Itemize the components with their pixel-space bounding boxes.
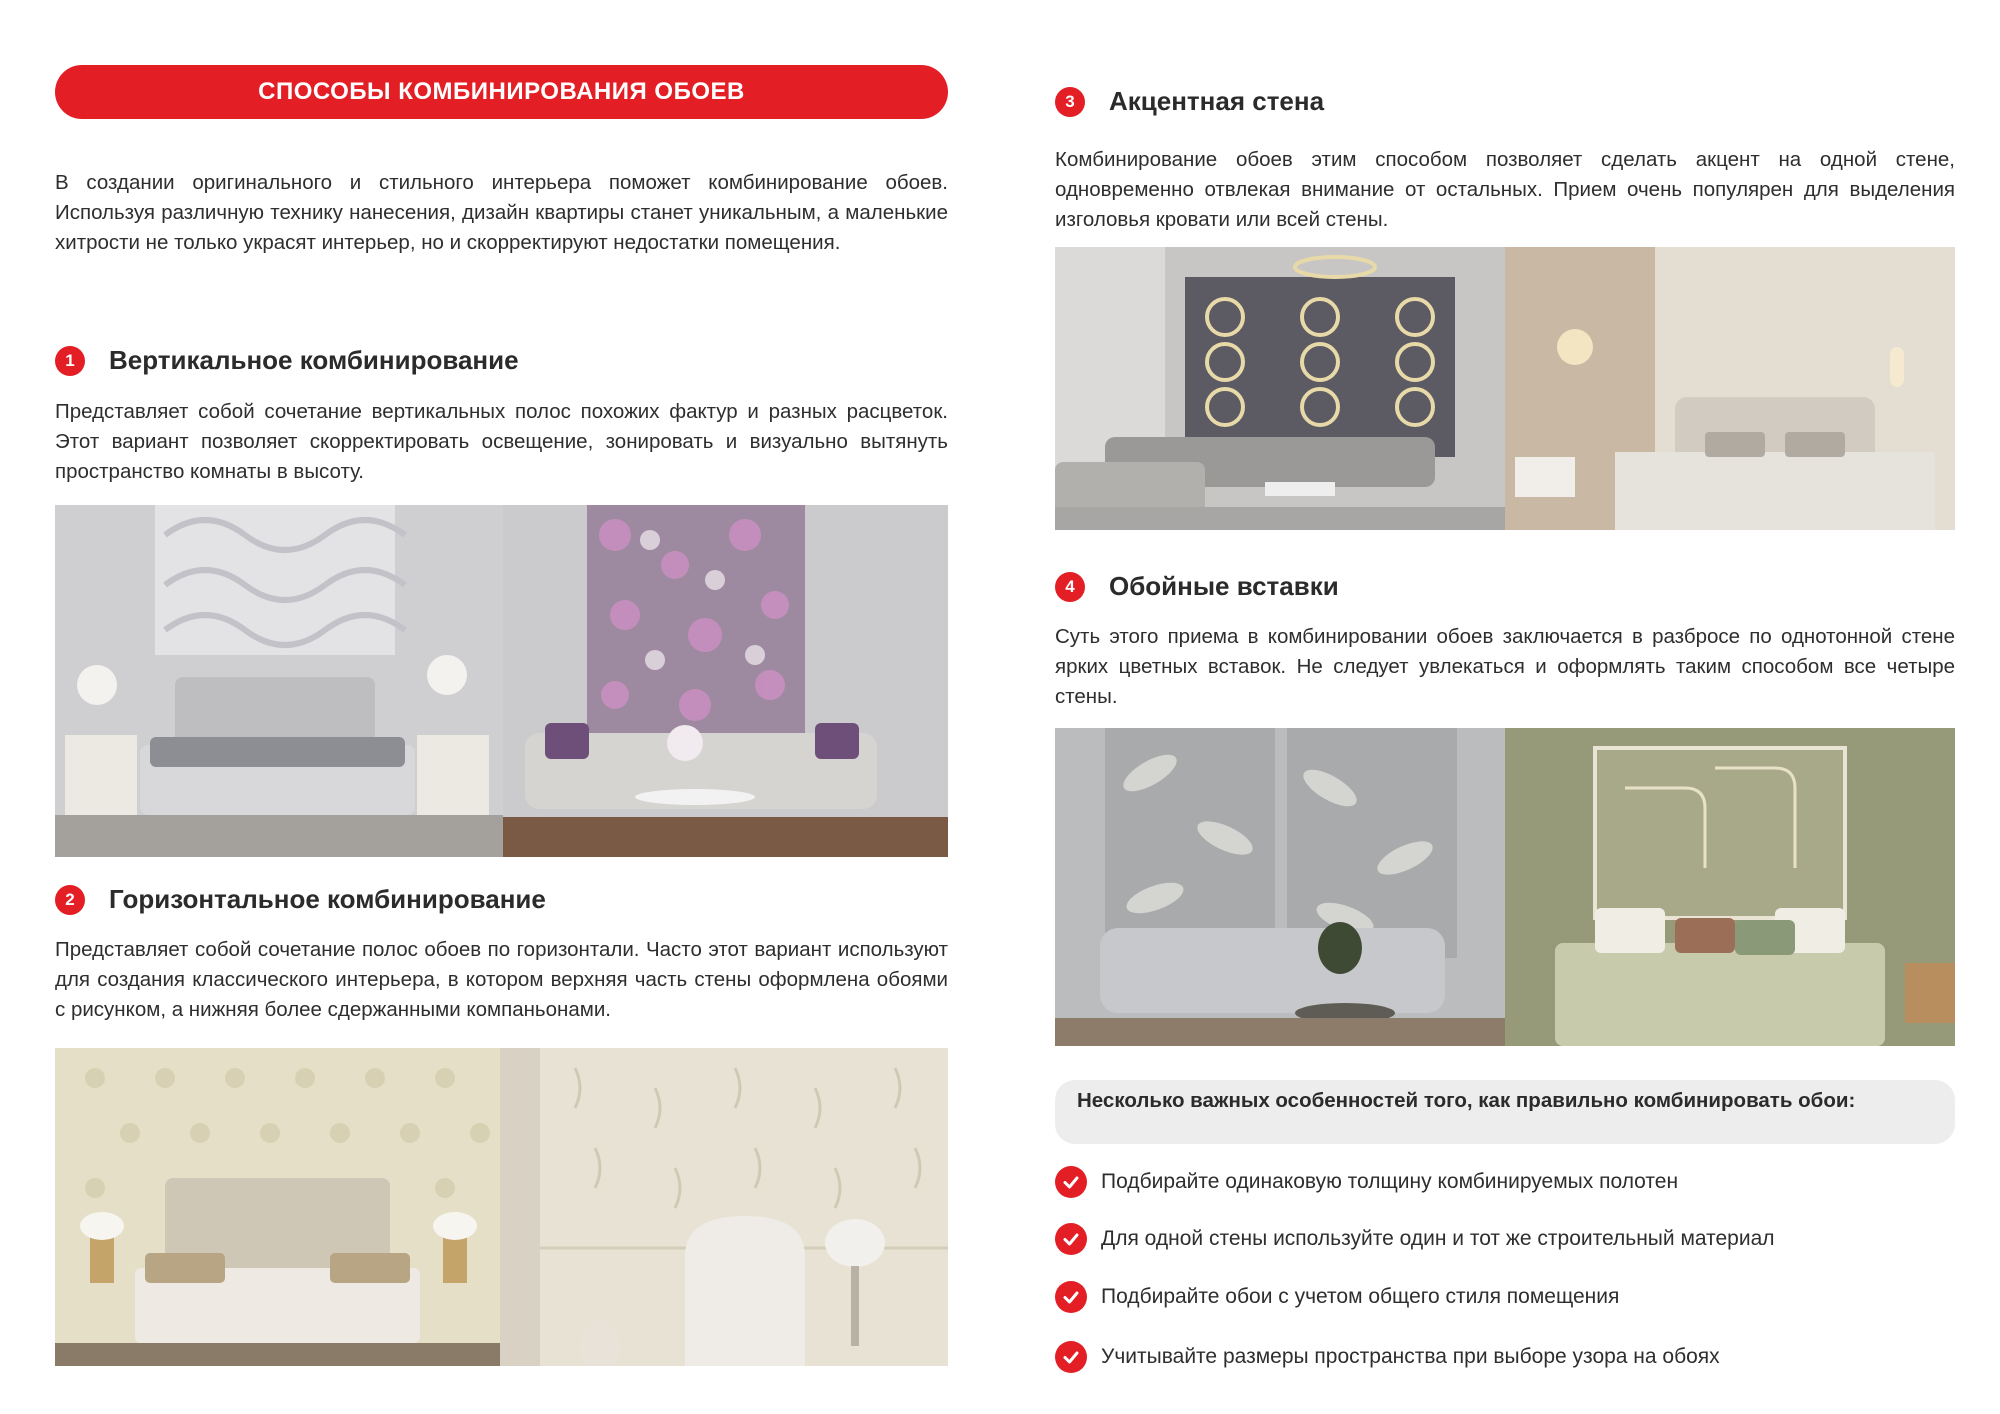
section-title: Акцентная стена — [1109, 86, 1325, 116]
section-number-badge: 1 — [55, 346, 85, 376]
tip-text: Для одной стены используйте один и тот же строительный материал — [1101, 1227, 1775, 1250]
section-title: Вертикальное комбинирование — [109, 345, 519, 375]
wallpaper-inserts-photo — [1055, 728, 1955, 1046]
tip-item — [1055, 1223, 1775, 1255]
section-3-text: Комбинирование обоев этим способом позволяет сделать акцент на одной стене, одновременно отвлекая внимание от остальных. Прием очень популярен для выделения изголовья кровати или всей стены. — [1055, 148, 1955, 231]
tips-title: Несколько важных особенностей того, как правильно комбинировать обои: — [1077, 1089, 1856, 1112]
tip-item — [1055, 1166, 1678, 1198]
section-number-badge: 2 — [55, 885, 85, 915]
tip-item — [1055, 1341, 1720, 1373]
check-icon — [1055, 1341, 1087, 1373]
horizontal-combination-photo — [55, 1048, 948, 1366]
vertical-combination-photo — [55, 505, 948, 857]
check-icon — [1055, 1223, 1087, 1255]
section-3-heading — [1055, 86, 1324, 117]
check-icon — [1055, 1281, 1087, 1313]
section-1-text: Представляет собой сочетание вертикальных полос похожих фактур и разных расцветок. Этот вариант позволяет скорректировать освещение, зонировать и визуально вытянуть пространство комнаты в высоту. — [55, 400, 948, 483]
intro-paragraph: В создании оригинального и стильного интерьера поможет комбинирование обоев. Используя различную технику нанесения, дизайн квартиры станет уникальным, а маленькие хитрости не только украсят интерьер, но и скорректируют недостатки помещения. — [55, 171, 948, 254]
tip-text: Подбирайте одинаковую толщину комбинируемых полотен — [1101, 1170, 1679, 1193]
section-number-badge: 4 — [1055, 572, 1085, 602]
section-title: Обойные вставки — [1109, 571, 1339, 601]
accent-wall-photo — [1055, 247, 1955, 530]
tip-item — [1055, 1281, 1619, 1313]
section-2-heading — [55, 884, 546, 915]
page-title: СПОСОБЫ КОМБИНИРОВАНИЯ ОБОЕВ — [258, 78, 745, 105]
tip-text: Подбирайте обои с учетом общего стиля помещения — [1101, 1285, 1620, 1308]
tips-title-box — [1055, 1080, 1955, 1144]
section-4-text: Суть этого приема в комбинировании обоев заключается в разбросе по однотонной стене ярких цветных вставок. Не следует увлекаться и оформлять таким способом все четыре стены. — [1055, 625, 1955, 708]
section-1-heading — [55, 345, 519, 376]
section-title: Горизонтальное комбинирование — [109, 884, 546, 914]
check-icon — [1055, 1166, 1087, 1198]
page-title-banner — [55, 65, 948, 119]
tip-text: Учитывайте размеры пространства при выборе узора на обоях — [1101, 1345, 1720, 1368]
section-2-text: Представляет собой сочетание полос обоев по горизонтали. Часто этот вариант используют для создания классического интерьера, в котором верхняя часть стены оформлена обоями с рисунком, а нижняя более сдержанными компаньонами. — [55, 938, 948, 1021]
section-4-heading — [1055, 571, 1339, 602]
section-number-badge: 3 — [1055, 87, 1085, 117]
